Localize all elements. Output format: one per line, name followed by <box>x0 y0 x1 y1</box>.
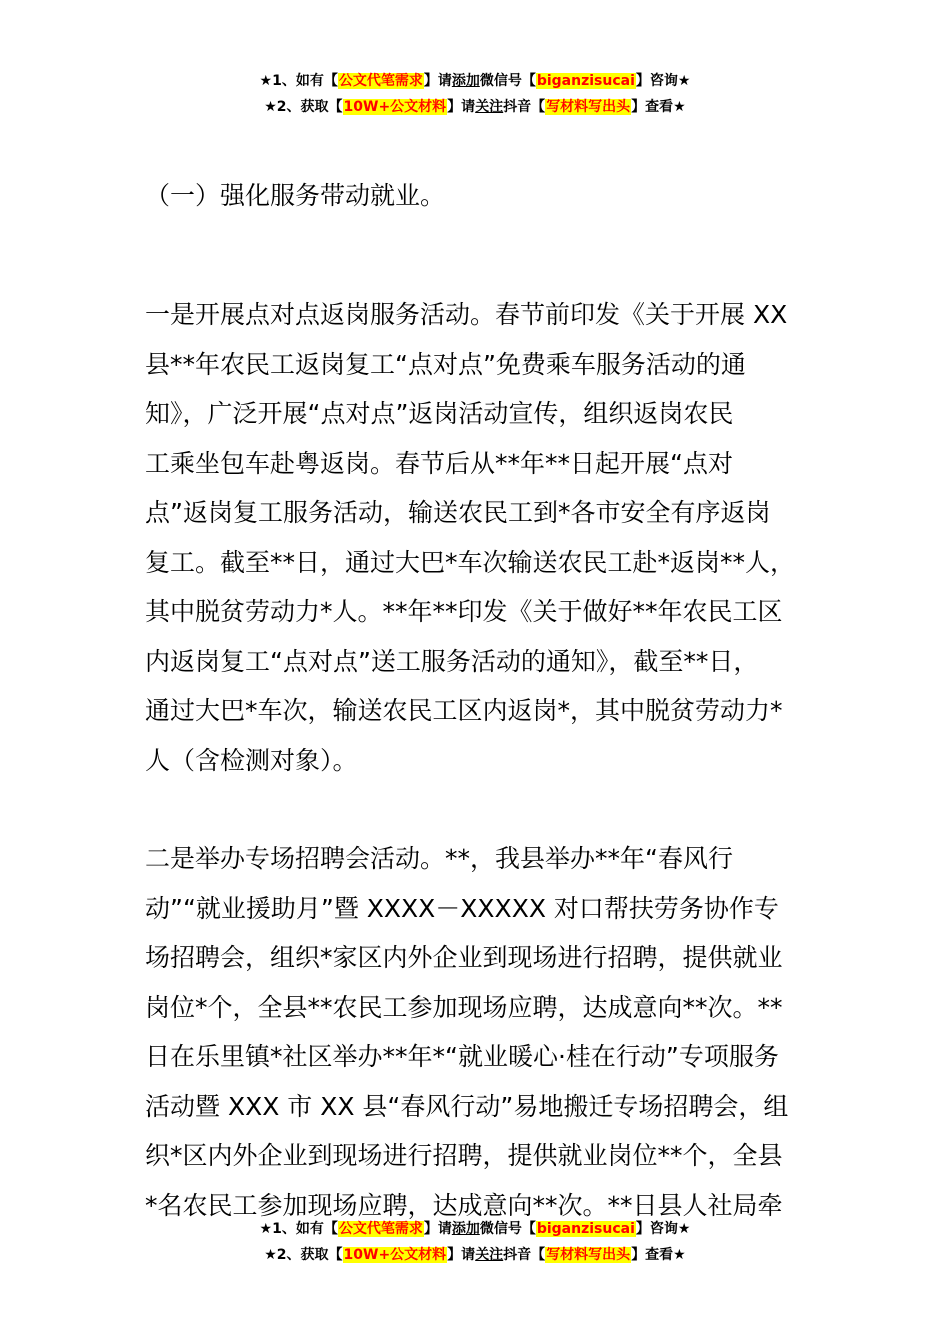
header-promo-banner <box>0 68 950 120</box>
promo-text: 】请 <box>447 1247 476 1263</box>
promo-text: 抖音【 <box>503 1247 546 1263</box>
promo-text: 】咨询★ <box>635 73 691 89</box>
text-line: 通过大巴*车次，输送农民工区内返岗*，其中脱贫劳动力* <box>145 696 783 725</box>
text-line: 人（含检测对象）。 <box>145 745 358 775</box>
promo-underlined-text: 关注 <box>475 1247 504 1263</box>
promo-underlined-text: 关注 <box>475 99 504 115</box>
text-line: 织*区内外企业到现场进行招聘，提供就业岗位**个，全县 <box>145 1141 783 1170</box>
promo-wechat-id: biganzisucai <box>536 73 635 89</box>
promo-text: 】查看★ <box>631 1247 686 1263</box>
text-line: 内返岗复工“点对点”送工服务活动的通知》，截至**日， <box>145 646 759 676</box>
text-line: 其中脱贫劳动力*人。**年**印发《关于做好**年农民工区 <box>145 597 783 626</box>
text-line: 县**年农民工返岗复工“点对点”免费乘车服务活动的通 <box>145 349 746 379</box>
promo-line-2 <box>0 1242 950 1268</box>
promo-text: 】查看★ <box>631 99 686 115</box>
text-line: 活动暨 XXX 市 XX 县“春风行动”易地搬迁专场招聘会，组 <box>145 1091 789 1121</box>
promo-text: 】请 <box>423 1221 452 1237</box>
promo-text: 抖音【 <box>503 99 546 115</box>
promo-highlight: 10W+公文材料 <box>343 1247 447 1263</box>
promo-text: 】咨询★ <box>635 1221 691 1237</box>
text-line: 一是开展点对点返岗服务活动。春节前印发《关于开展 XX <box>145 300 788 329</box>
text-line: 知》，广泛开展“点对点”返岗活动宣传，组织返岗农民 <box>145 399 734 428</box>
promo-text: 】请 <box>447 99 476 115</box>
promo-underlined-text: 添加 <box>451 73 480 89</box>
promo-text: ★1、如有【 <box>259 73 338 89</box>
promo-highlight: 10W+公文材料 <box>343 99 447 115</box>
promo-douyin-account: 写材料写出头 <box>546 99 631 115</box>
text-line: 复工。截至**日，通过大巴*车次输送农民工赴*返岗**人， <box>145 547 796 577</box>
promo-text: 微信号【 <box>479 73 536 89</box>
text-line: *名农民工参加现场应聘，达成意向**次。**日县人社局牵 <box>145 1190 783 1220</box>
promo-line-1 <box>0 68 950 94</box>
section-heading: （一）强化服务带动就业。 <box>145 181 446 210</box>
text-line: 日在乐里镇*社区举办**年*“就业暖心·桂在行动”专项服务 <box>145 1042 779 1071</box>
paragraph-job-fair <box>145 834 835 1230</box>
promo-highlight: 公文代笔需求 <box>338 1221 423 1237</box>
promo-text: 】请 <box>423 73 452 89</box>
promo-text: ★1、如有【 <box>259 1221 338 1237</box>
promo-text: ★2、获取【 <box>264 1247 343 1263</box>
promo-text: ★2、获取【 <box>264 99 343 115</box>
paragraph-return-service <box>145 290 835 785</box>
promo-line-1 <box>0 1216 950 1242</box>
text-line: 岗位*个，全县**农民工参加现场应聘，达成意向**次。** <box>145 992 783 1022</box>
promo-underlined-text: 添加 <box>451 1221 480 1237</box>
document-body <box>145 171 835 1230</box>
promo-highlight: 公文代笔需求 <box>338 73 423 89</box>
promo-wechat-id: biganzisucai <box>536 1221 635 1237</box>
text-line: 动”“就业援助月”暨 XXXX－XXXXX 对口帮扶劳务协作专 <box>145 893 779 923</box>
text-line: 点”返岗复工服务活动，输送农民工到*各市安全有序返岗 <box>145 498 771 527</box>
promo-douyin-account: 写材料写出头 <box>546 1247 631 1263</box>
text-line: 场招聘会，组织*家区内外企业到现场进行招聘，提供就业 <box>145 943 783 972</box>
text-line: 二是举办专场招聘会活动。**，我县举办**年“春风行 <box>145 844 733 873</box>
text-line: 工乘坐包车赴粤返岗。春节后从**年**日起开展“点对 <box>145 448 733 478</box>
promo-line-2 <box>0 94 950 120</box>
promo-text: 微信号【 <box>479 1221 536 1237</box>
footer-promo-banner <box>0 1216 950 1268</box>
